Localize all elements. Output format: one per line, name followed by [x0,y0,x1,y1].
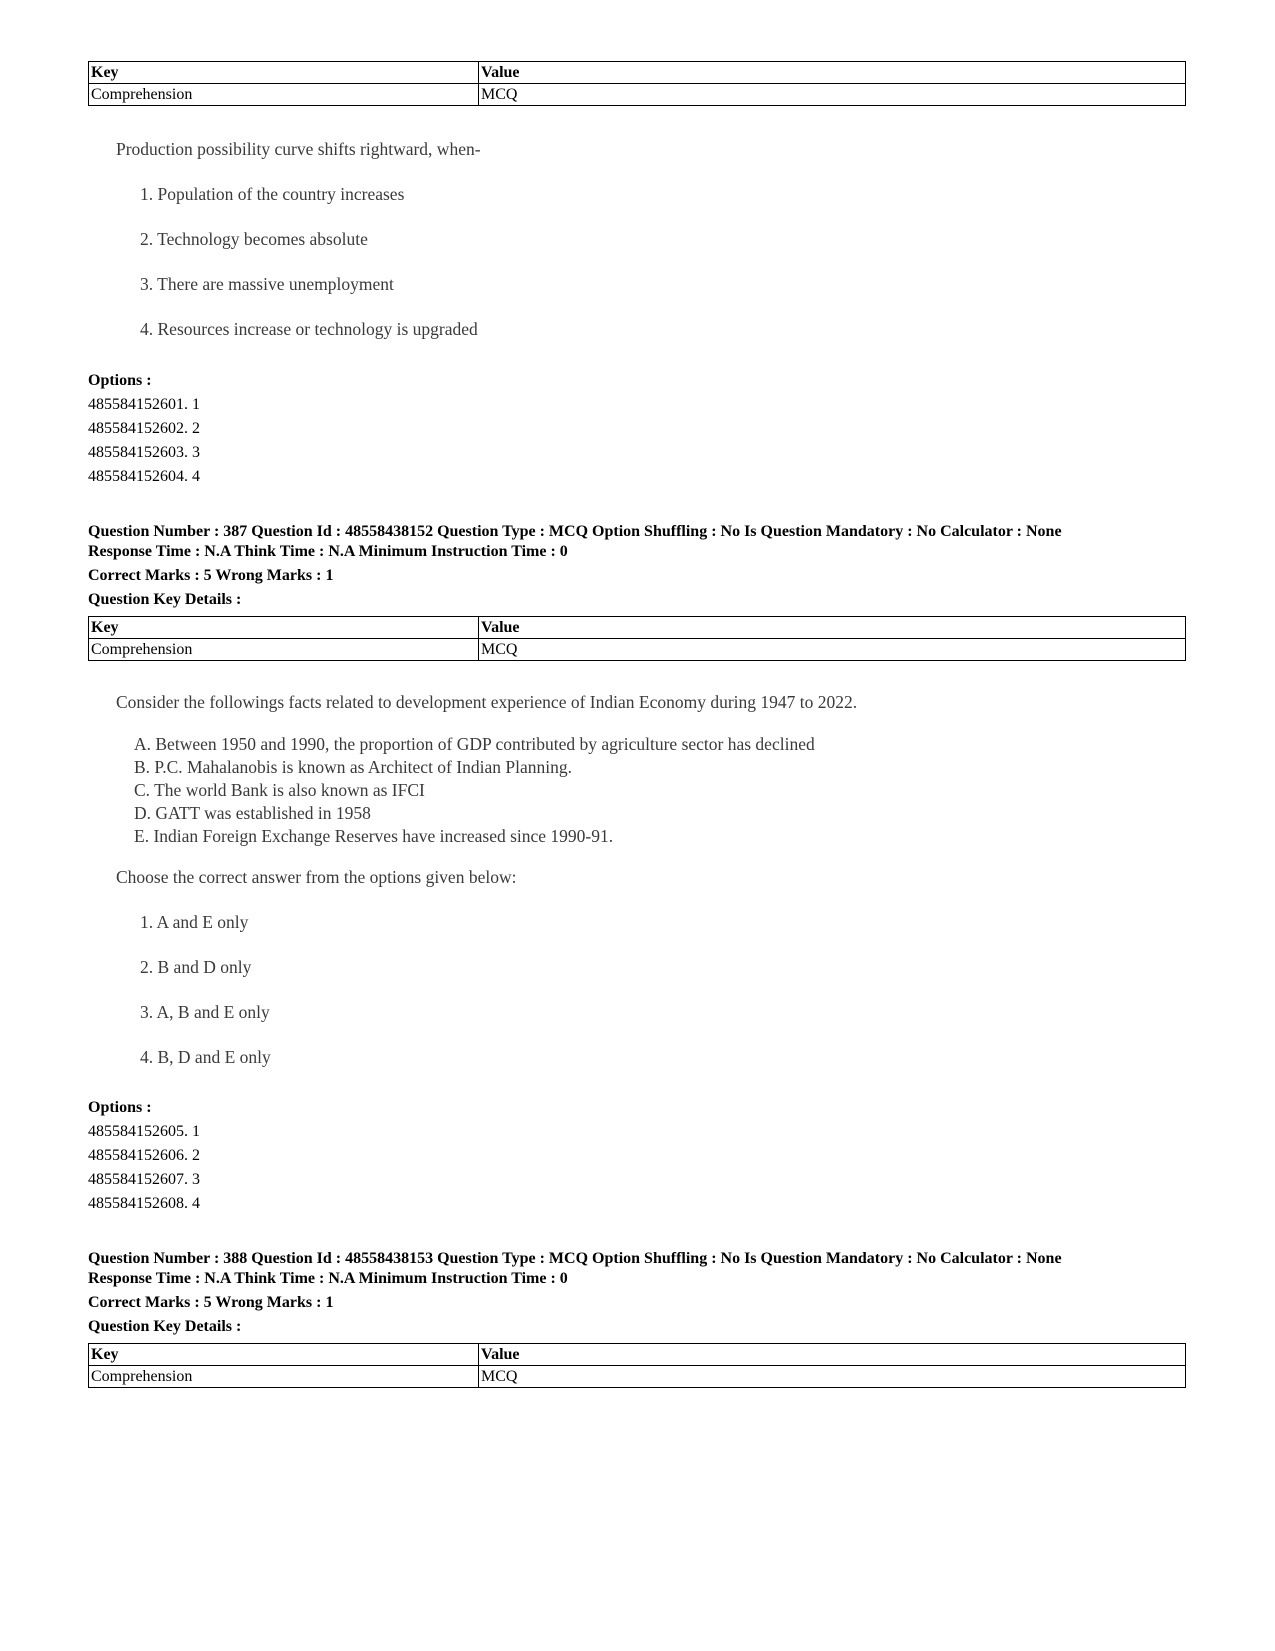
choice-item: 3. There are massive unemployment [140,274,394,294]
option-line: 485584152601. 1 [88,396,200,413]
choice-item: 1. Population of the country increases [140,184,405,204]
option-line: 485584152603. 3 [88,444,200,461]
table-header-row [89,1344,1186,1366]
question-meta-line1: Question Number : 387 Question Id : 48558438152 Question Type : MCQ Option Shuffling : No Is Question Mandatory : No Calculator : None [88,523,1062,540]
marks-line: Correct Marks : 5 Wrong Marks : 1 [88,1294,334,1311]
choice-item: 4. Resources increase or technology is upgraded [140,319,478,339]
table-header-row [89,617,1186,639]
key-details-label: Question Key Details : [88,1318,242,1335]
choice-item: 1. A and E only [140,912,249,932]
table-header-row [89,62,1186,84]
question-key-table [88,61,1186,106]
choice-item: 3. A, B and E only [140,1002,270,1022]
statement-item: A. Between 1950 and 1990, the proportion of GDP contributed by agriculture sector has declined [134,734,815,754]
key-header-cell: Key [89,617,479,639]
value-header-cell: Value [479,62,1186,84]
table-row [89,84,1186,106]
options-label: Options : [88,372,152,389]
choice-item: 4. B, D and E only [140,1047,271,1067]
key-header-cell: Key [89,62,479,84]
question-instruction: Choose the correct answer from the options given below: [116,867,517,887]
marks-line: Correct Marks : 5 Wrong Marks : 1 [88,567,334,584]
key-cell: Comprehension [89,1366,479,1388]
option-line: 485584152607. 3 [88,1171,200,1188]
options-label: Options : [88,1099,152,1116]
option-line: 485584152605. 1 [88,1123,200,1140]
statement-item: C. The world Bank is also known as IFCI [134,780,425,800]
option-line: 485584152602. 2 [88,420,200,437]
key-cell: Comprehension [89,639,479,661]
option-line: 485584152604. 4 [88,468,200,485]
value-cell: MCQ [479,1366,1186,1388]
key-details-label: Question Key Details : [88,591,242,608]
statement-item: B. P.C. Mahalanobis is known as Architect of Indian Planning. [134,757,572,777]
statement-item: D. GATT was established in 1958 [134,803,371,823]
table-row [89,639,1186,661]
question-image [116,691,1016,1071]
choice-item: 2. Technology becomes absolute [140,229,368,249]
key-header-cell: Key [89,1344,479,1366]
question-meta-line2: Response Time : N.A Think Time : N.A Minimum Instruction Time : 0 [88,543,568,560]
value-cell: MCQ [479,639,1186,661]
statement-item: E. Indian Foreign Exchange Reserves have increased since 1990-91. [134,826,614,846]
question-stem: Production possibility curve shifts rightward, when- [116,139,481,159]
table-row [89,1366,1186,1388]
option-line: 485584152606. 2 [88,1147,200,1164]
value-header-cell: Value [479,1344,1186,1366]
question-key-table [88,1343,1186,1388]
value-cell: MCQ [479,84,1186,106]
question-meta-line2: Response Time : N.A Think Time : N.A Minimum Instruction Time : 0 [88,1270,568,1287]
question-stem: Consider the followings facts related to development experience of Indian Economy during 1947 to 2022. [116,692,858,712]
question-meta-line1: Question Number : 388 Question Id : 48558438153 Question Type : MCQ Option Shuffling : No Is Question Mandatory : No Calculator : None [88,1250,1062,1267]
key-cell: Comprehension [89,84,479,106]
question-image [116,138,716,338]
question-key-table [88,616,1186,661]
option-line: 485584152608. 4 [88,1195,200,1212]
choice-item: 2. B and D only [140,957,252,977]
value-header-cell: Value [479,617,1186,639]
